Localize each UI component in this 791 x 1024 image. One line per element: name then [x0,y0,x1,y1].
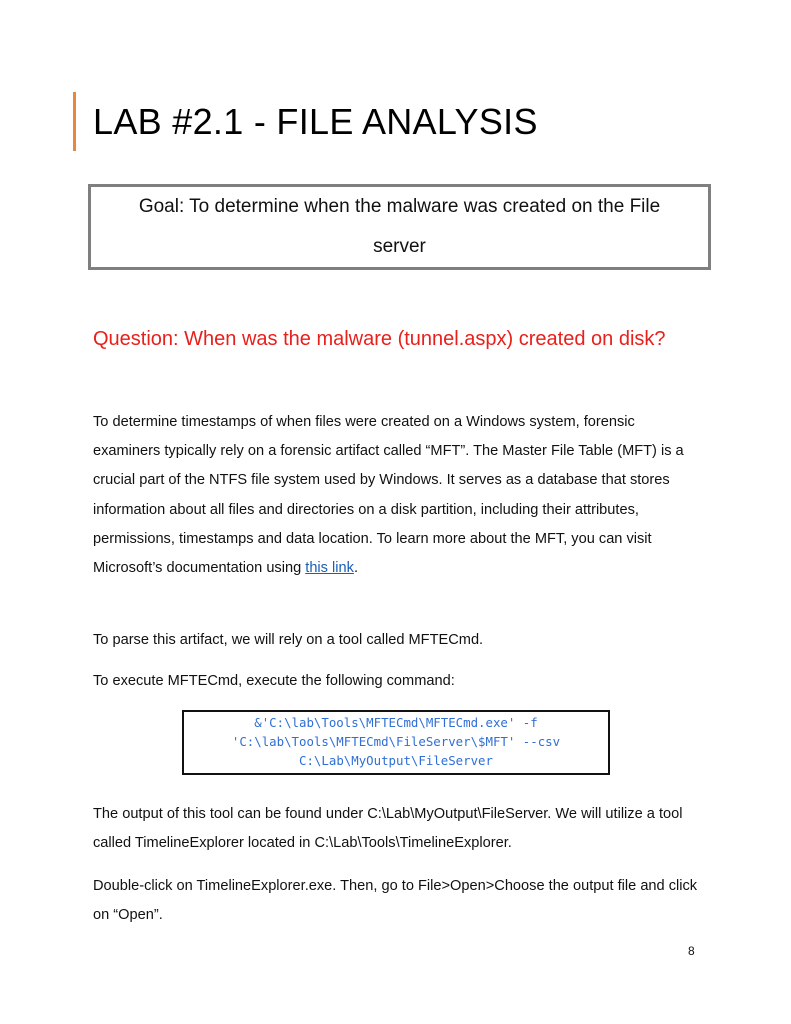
question-heading: Question: When was the malware (tunnel.aspx) created on disk? [93,328,666,350]
open-file-paragraph: Double-click on TimelineExplorer.exe. Then, go to File>Open>Choose the output file and click on “Open”. [93,878,698,924]
mft-explanation-paragraph [93,408,705,583]
mft-explanation-text: To determine timestamps of when files were created on a Windows system, forensic examiners typically rely on a forensic artifact called “MFT”. The Master File Table (MFT) is a crucial part of the NTFS file system used by Windows. It serves as a database that stores information about all files and directories on a disk partition, including their attributes, permissions, timestamps and data location. To learn more about the MFT, you can visit Microsoft’s documentation using [93,414,684,577]
output-location-paragraph: The output of this tool can be found under C:\Lab\MyOutput\FileServer. We will utilize a tool called TimelineExplorer located in C:\Lab\Tools\TimelineExplorer. [93,806,683,852]
parse-tool-paragraph: To parse this artifact, we will rely on a tool called MFTECmd. [93,632,484,648]
goal-text-line2: server [373,236,426,257]
mft-explanation-end: . [353,560,358,577]
execute-instruction-paragraph: To execute MFTECmd, execute the following command: [93,673,455,689]
page-title: LAB #2.1 - FILE ANALYSIS [93,101,538,142]
command-line-2: 'C:\lab\Tools\MFTECmd\FileServer\$MFT' --csv [231,734,561,749]
page-number: 8 [688,944,695,958]
command-line-1: &'C:\lab\Tools\MFTECmd\MFTECmd.exe' -f [254,715,538,730]
goal-box [88,184,711,270]
title-accent-bar [73,92,76,151]
command-code-block [182,710,610,775]
command-line-3: C:\Lab\MyOutput\FileServer [299,753,493,768]
microsoft-docs-link[interactable]: this link [305,560,354,577]
goal-text-line1: Goal: To determine when the malware was created on the File [138,196,661,217]
